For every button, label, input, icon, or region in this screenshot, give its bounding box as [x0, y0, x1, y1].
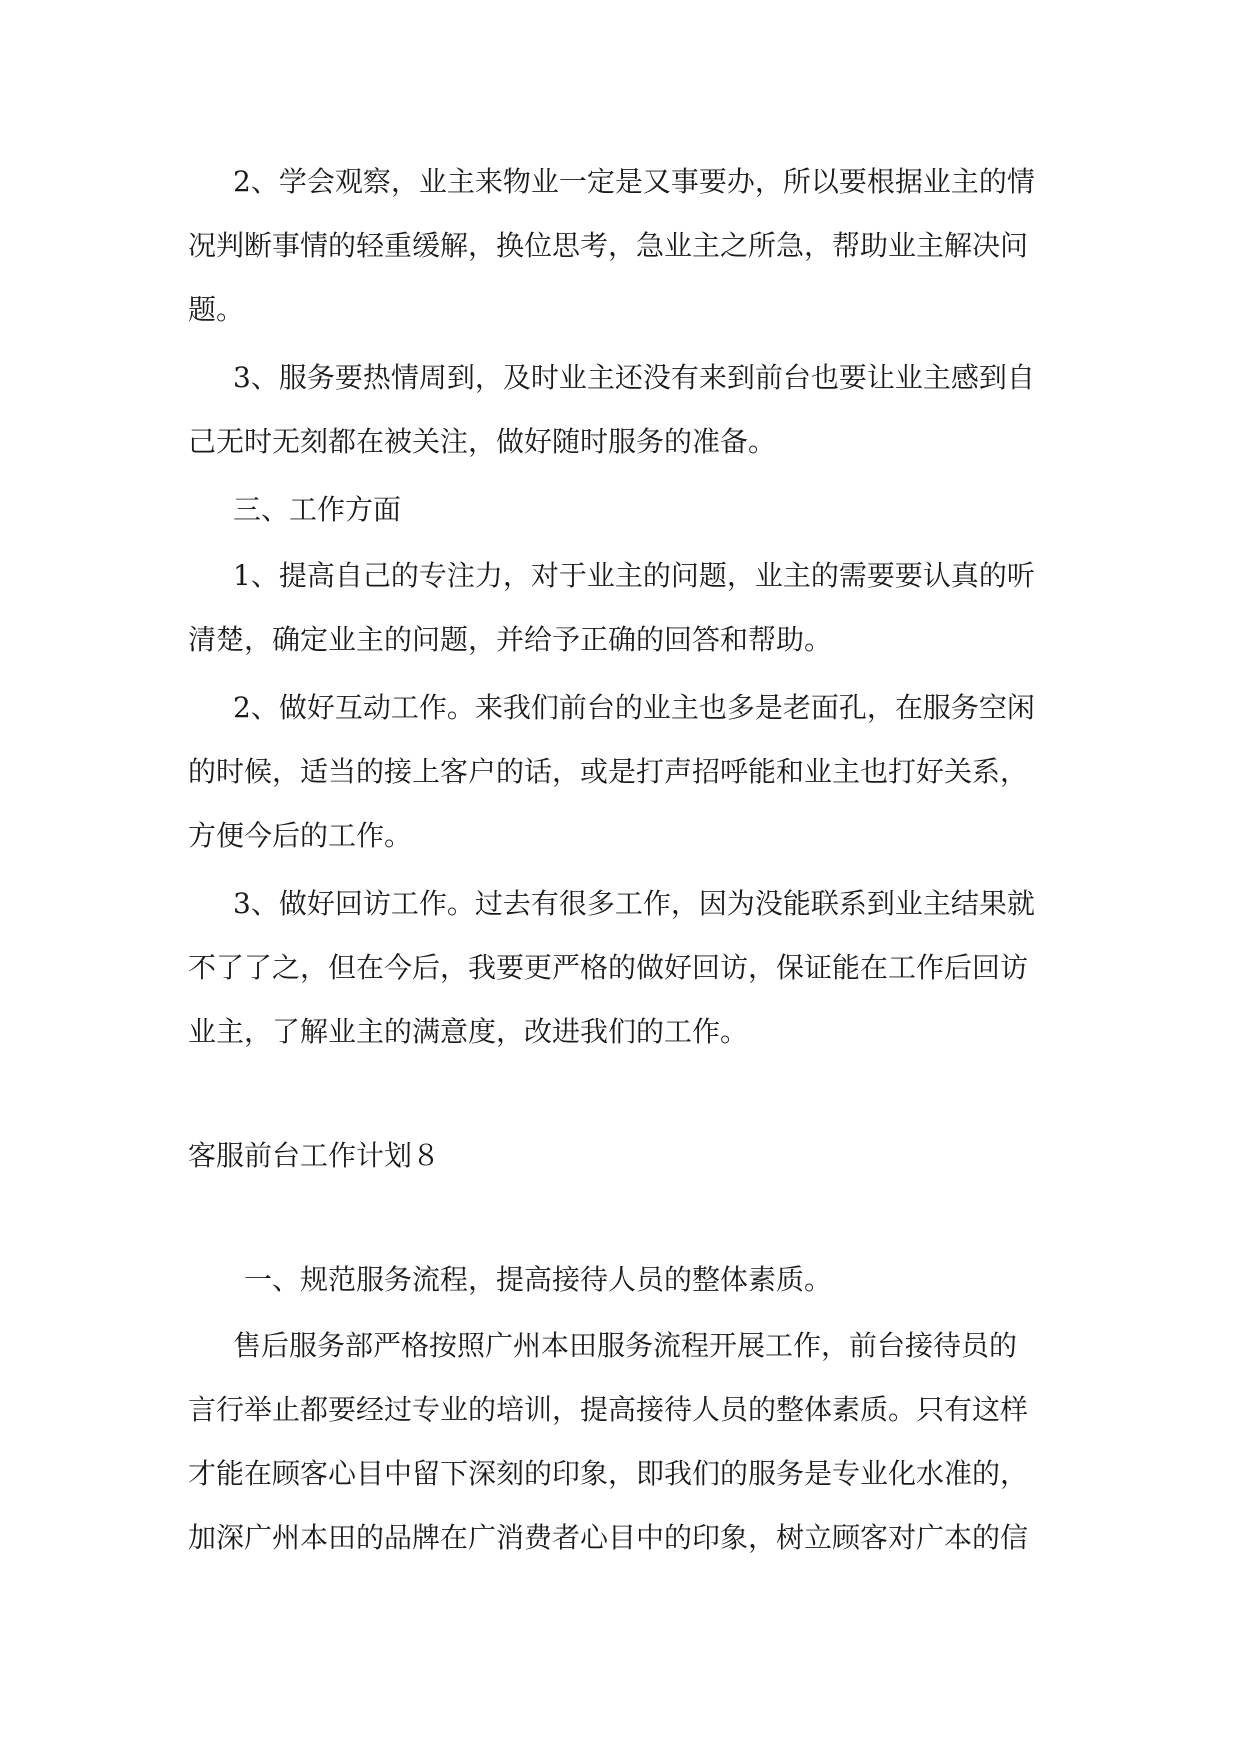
document-title: 客服前台工作计划８	[188, 1139, 441, 1172]
paragraph-line: 方便今后的工作。	[188, 819, 413, 852]
paragraph-line: 3、做好回访工作。过去有很多工作，因为没能联系到业主结果就	[233, 887, 1035, 920]
paragraph-line: 的时候，适当的接上客户的话，或是打声招呼能和业主也打好关系，	[188, 755, 1029, 788]
paragraph-line: 1、提高自己的专注力，对于业主的问题，业主的需要要认真的听	[233, 559, 1035, 592]
paragraph-line: 业主，了解业主的满意度，改进我们的工作。	[188, 1015, 749, 1048]
paragraph-line: 己无时无刻都在被关注，做好随时服务的准备。	[188, 425, 777, 458]
paragraph-line: 售后服务部严格按照广州本田服务流程开展工作，前台接待员的	[233, 1329, 1018, 1362]
section-heading: 三、工作方面	[233, 493, 402, 526]
paragraph-line: 况判断事情的轻重缓解，换位思考，急业主之所急，帮助业主解决问	[188, 229, 1029, 262]
paragraph-line: 才能在顾客心目中留下深刻的印象，即我们的服务是专业化水准的，	[188, 1457, 1029, 1490]
section-heading: 一、规范服务流程，提高接待人员的整体素质。	[244, 1263, 833, 1296]
paragraph-line: 言行举止都要经过专业的培训，提高接待人员的整体素质。只有这样	[188, 1393, 1029, 1426]
paragraph-line: 加深广州本田的品牌在广消费者心目中的印象，树立顾客对广本的信	[188, 1521, 1029, 1554]
paragraph-line: 2、学会观察，业主来物业一定是又事要办，所以要根据业主的情	[233, 165, 1035, 198]
paragraph-line: 2、做好互动工作。来我们前台的业主也多是老面孔，在服务空闲	[233, 691, 1035, 724]
paragraph-line: 清楚，确定业主的问题，并给予正确的回答和帮助。	[188, 623, 833, 656]
paragraph-line: 题。	[188, 293, 245, 326]
paragraph-line: 不了了之，但在今后，我要更严格的做好回访，保证能在工作后回访	[188, 951, 1029, 984]
paragraph-line: 3、服务要热情周到，及时业主还没有来到前台也要让业主感到自	[233, 361, 1035, 394]
